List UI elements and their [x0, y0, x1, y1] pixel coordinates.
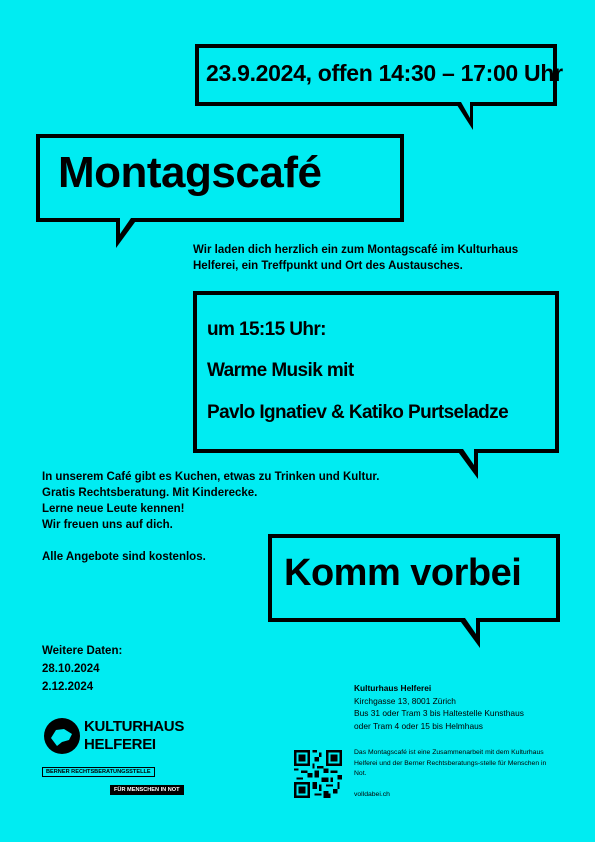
kulturhaus-logo-icon — [42, 716, 82, 756]
info-line: Wir freuen uns auf dich. — [42, 519, 173, 531]
further-date-item: 28.10.2024 — [42, 663, 100, 675]
berner-logo — [42, 767, 182, 801]
info-line: In unserem Café gibt es Kuchen, etwas zu Trinken und Kultur. — [42, 471, 380, 483]
kulturhaus-logo — [42, 716, 192, 756]
venue-info — [354, 682, 524, 732]
qr-code[interactable] — [294, 750, 342, 798]
free-note: Alle Angebote sind kostenlos. — [42, 551, 206, 563]
info-line: Gratis Rechtsberatung. Mit Kinderecke. — [42, 487, 258, 499]
venue-name: Kulturhaus Helferei — [354, 683, 432, 693]
berner-logo-box: BERNER RECHTSBERATUNGSSTELLE — [42, 767, 155, 777]
music-line-1: Warme Musik mit — [207, 360, 354, 381]
further-date-item: 2.12.2024 — [42, 681, 94, 693]
further-dates-heading: Weitere Daten: — [42, 645, 123, 657]
further-dates — [42, 642, 122, 696]
berner-logo-bar: FÜR MENSCHEN IN NOT — [110, 785, 184, 795]
title-bubble-tail-fill — [120, 218, 131, 234]
kulturhaus-logo-text-2: HELFEREI — [84, 736, 156, 753]
call-to-action: Komm vorbei — [284, 552, 522, 594]
intro-text: Wir laden dich herzlich ein zum Montagscafé im Kulturhaus Helferei, ein Treffpunkt und Ort des Austausches. — [193, 244, 519, 272]
footer-note: Das Montagscafé ist eine Zusammenarbeit mit dem Kulturhaus Helferei und der Berner Rechtsberatungs-stelle für Menschen in Not. — [354, 749, 547, 777]
music-line-2: Pavlo Ignatiev & Katiko Purtseladze — [207, 402, 509, 423]
page-title: Montagscafé — [58, 148, 322, 197]
venue-address: Kirchgasse 13, 8001 Zürich — [354, 695, 456, 706]
venue-directions-2: oder Tram 4 oder 15 bis Helmhaus — [354, 720, 483, 731]
website-link[interactable]: volldabei.ch — [354, 791, 390, 798]
venue-directions-1: Bus 31 oder Tram 3 bis Haltestelle Kunsthaus — [354, 708, 524, 718]
music-time: um 15:15 Uhr: — [207, 319, 326, 340]
music-bubble-tail-fill — [463, 449, 474, 465]
info-line: Lerne neue Leute kennen! — [42, 503, 185, 515]
date-bubble-tail-fill — [461, 102, 470, 118]
kulturhaus-logo-text-1: KULTURHAUS — [84, 718, 185, 735]
event-date-line: 23.9.2024, offen 14:30 – 17:00 Uhr — [206, 60, 563, 86]
cta-bubble-tail-fill — [465, 618, 476, 634]
